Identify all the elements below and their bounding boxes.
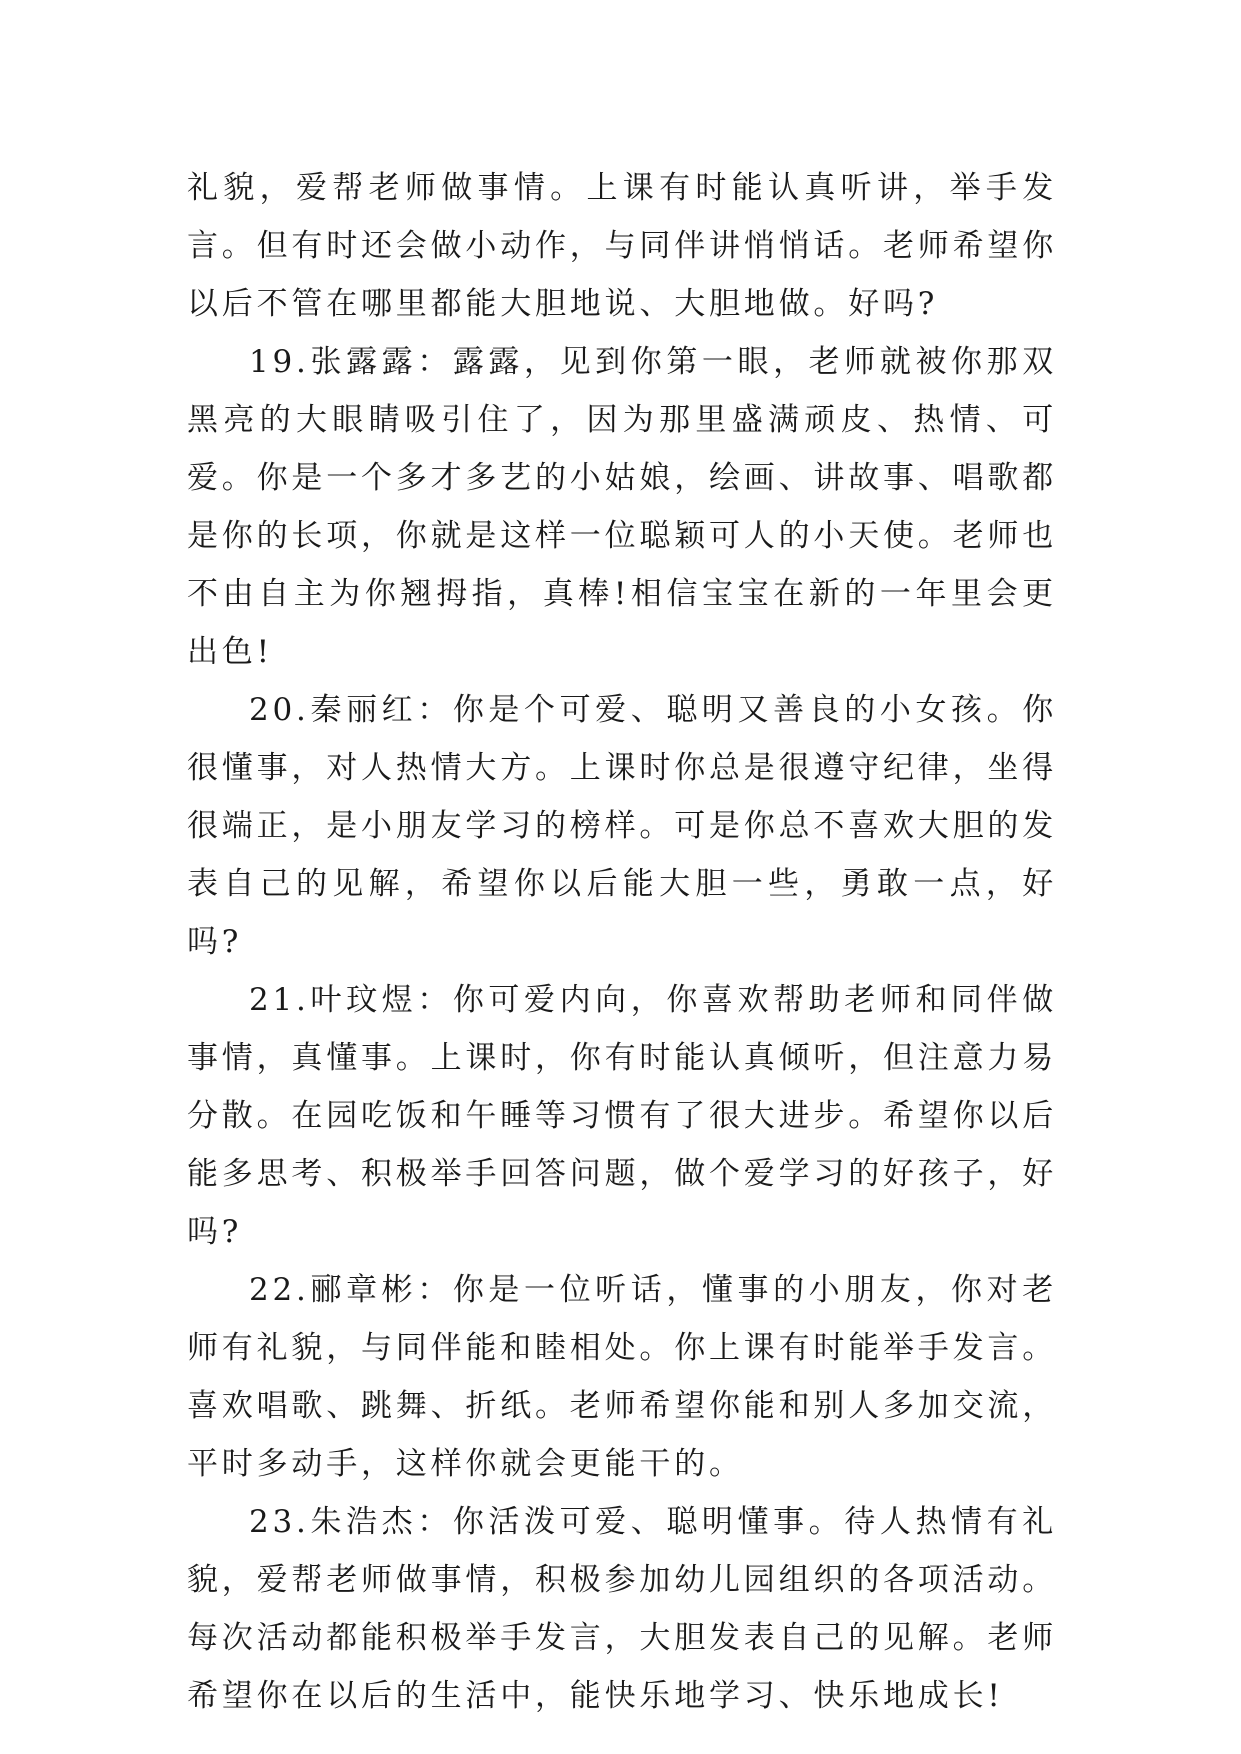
paragraph-comment-21: 21.叶玟煜：你可爱内向，你喜欢帮助老师和同伴做事情，真懂事。上课时，你有时能认真倾听，但注意力易分散。在园吃饭和午睡等习惯有了很大进步。希望你以后能多思考、积极举手回答问题，做个爱学习的好孩子，好吗? [187, 982, 1057, 1250]
document-body [187, 159, 1057, 1725]
paragraph-comment-23: 23.朱浩杰：你活泼可爱、聪明懂事。待人热情有礼貌，爱帮老师做事情，积极参加幼儿园组织的各项活动。每次活动都能积极举手发言，大胆发表自己的见解。老师希望你在以后的生活中，能快乐地学习、快乐地成长! [187, 1504, 1057, 1714]
paragraph-comment-22: 22.郦章彬：你是一位听话，懂事的小朋友，你对老师有礼貌，与同伴能和睦相处。你上课有时能举手发言。喜欢唱歌、跳舞、折纸。老师希望你能和别人多加交流，平时多动手，这样你就会更能干的。 [187, 1272, 1057, 1482]
paragraph-continued: 礼貌，爱帮老师做事情。上课有时能认真听讲，举手发言。但有时还会做小动作，与同伴讲悄悄话。老师希望你以后不管在哪里都能大胆地说、大胆地做。好吗? [187, 170, 1057, 322]
paragraph-comment-20: 20.秦丽红：你是个可爱、聪明又善良的小女孩。你很懂事，对人热情大方。上课时你总是很遵守纪律，坐得很端正，是小朋友学习的榜样。可是你总不喜欢大胆的发表自己的见解，希望你以后能大胆一些，勇敢一点，好吗? [187, 692, 1057, 960]
paragraph-comment-19: 19.张露露：露露，见到你第一眼，老师就被你那双黑亮的大眼睛吸引住了，因为那里盛满顽皮、热情、可爱。你是一个多才多艺的小姑娘，绘画、讲故事、唱歌都是你的长项，你就是这样一位聪颖可人的小天使。老师也不由自主为你翘拇指，真棒!相信宝宝在新的一年里会更出色! [187, 344, 1057, 670]
